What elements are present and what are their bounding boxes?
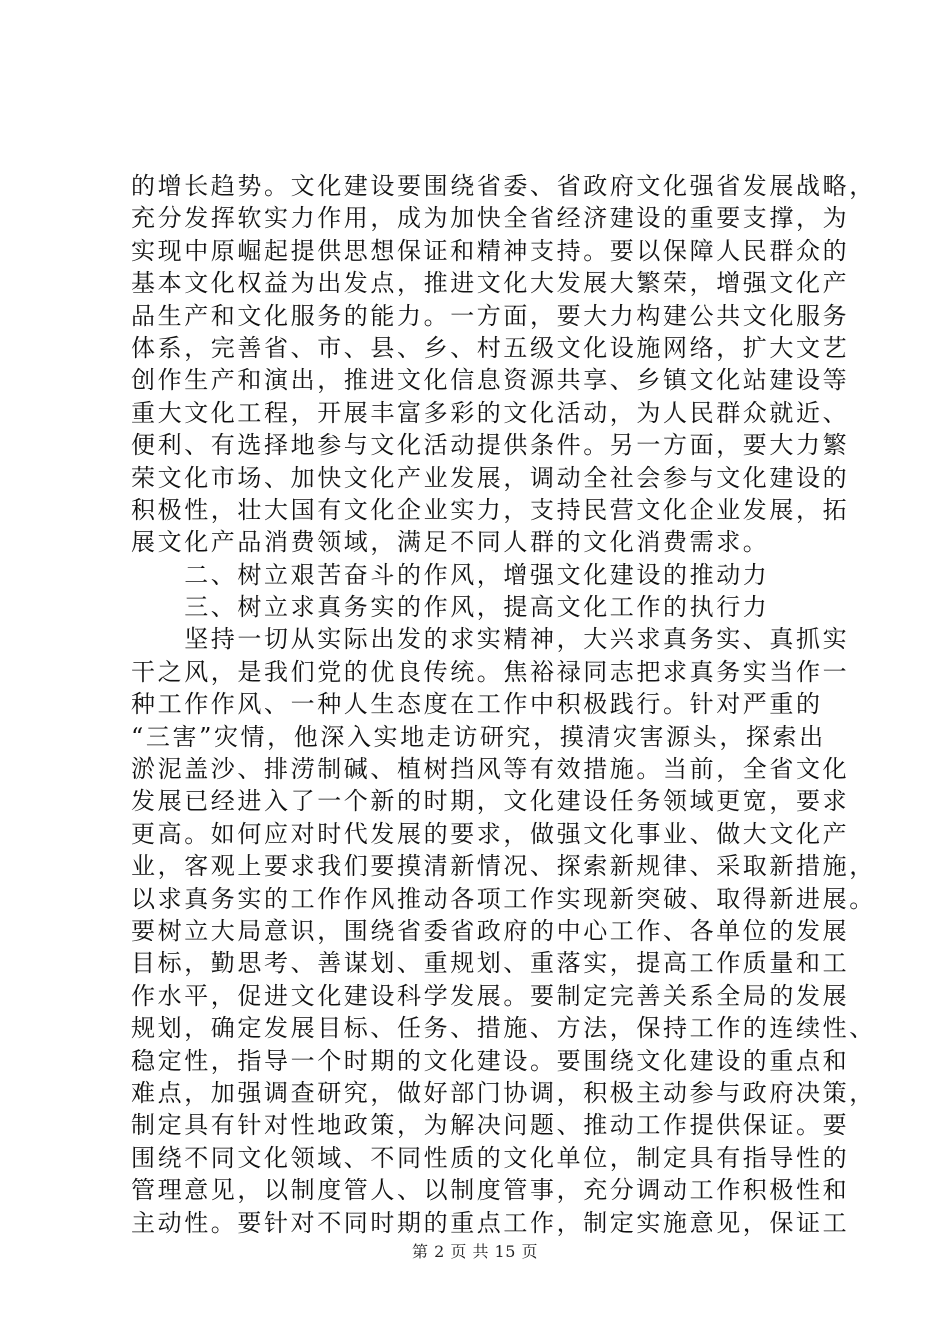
text-line: 三、树立求真务实的作风，提高文化工作的执行力	[131, 593, 770, 622]
text-line: 目标，勤思考、善谋划、重规划、重落实，提高工作质量和工	[131, 949, 850, 978]
text-line: 发展已经进入了一个新的时期，文化建设任务领域更宽，要求	[131, 787, 850, 816]
text-line: 业，客观上要求我们要摸清新情况、探索新规律、采取新措施，	[131, 852, 876, 881]
text-line: 更高。如何应对时代发展的要求，做强文化事业、做大文化产	[131, 819, 850, 848]
text-line: 稳定性，指导一个时期的文化建设。要围绕文化建设的重点和	[131, 1046, 850, 1075]
text-line: 难点，加强调查研究，做好部门协调，积极主动参与政府决策，	[131, 1078, 876, 1107]
page-footer: 第 2 页 共 15 页	[412, 1242, 538, 1261]
text-line: 种工作作风、一种人生态度在工作中积极践行。针对严重的	[131, 690, 823, 719]
text-line: 便利、有选择地参与文化活动提供条件。另一方面，要大力繁	[131, 431, 850, 460]
text-line: 要树立大局意识，围绕省委省政府的中心工作、各单位的发展	[131, 916, 850, 945]
text-line: 干之风，是我们党的优良传统。焦裕禄同志把求真务实当作一	[131, 657, 850, 686]
text-line: 积极性，壮大国有文化企业实力，支持民营文化企业发展，拓	[131, 495, 850, 524]
text-line: 主动性。要针对不同时期的重点工作，制定实施意见，保证工	[131, 1208, 850, 1237]
text-line: 淤泥盖沙、排涝制碱、植树挡风等有效措施。当前，全省文化	[131, 755, 850, 784]
text-line: 重大文化工程，开展丰富多彩的文化活动，为人民群众就近、	[131, 398, 850, 427]
text-line: 体系，完善省、市、县、乡、村五级文化设施网络，扩大文艺	[131, 333, 850, 362]
text-line: 规划，确定发展目标、任务、措施、方法，保持工作的连续性、	[131, 1014, 876, 1043]
text-line: 充分发挥软实力作用，成为加快全省经济建设的重要支撑，为	[131, 204, 850, 233]
text-line: 展文化产品消费领域，满足不同人群的文化消费需求。	[131, 528, 770, 557]
text-line: 管理意见，以制度管人、以制度管事，充分调动工作积极性和	[131, 1176, 850, 1205]
text-line: 作水平，促进文化建设科学发展。要制定完善关系全局的发展	[131, 981, 850, 1010]
text-line: 以求真务实的工作作风推动各项工作实现新突破、取得新进展。	[131, 884, 876, 913]
text-line: 坚持一切从实际出发的求实精神，大兴求真务实、真抓实	[131, 625, 850, 654]
text-line: 荣文化市场、加快文化产业发展，调动全社会参与文化建设的	[131, 463, 850, 492]
document-body	[131, 170, 876, 1239]
text-line: 的增长趋势。文化建设要围绕省委、省政府文化强省发展战略，	[131, 172, 876, 200]
text-line: 实现中原崛起提供思想保证和精神支持。要以保障人民群众的	[131, 236, 850, 265]
text-line: 基本文化权益为出发点，推进文化大发展大繁荣，增强文化产	[131, 269, 850, 298]
text-line: “三害”灾情，他深入实地走访研究，摸清灾害源头，探索出	[131, 722, 826, 751]
text-line: 二、树立艰苦奋斗的作风，增强文化建设的推动力	[131, 560, 770, 589]
text-line: 围绕不同文化领域、不同性质的文化单位，制定具有指导性的	[131, 1143, 850, 1172]
text-line: 制定具有针对性地政策，为解决问题、推动工作提供保证。要	[131, 1111, 850, 1140]
text-line: 创作生产和演出，推进文化信息资源共享、乡镇文化站建设等	[131, 366, 850, 395]
text-line: 品生产和文化服务的能力。一方面，要大力构建公共文化服务	[131, 301, 850, 330]
